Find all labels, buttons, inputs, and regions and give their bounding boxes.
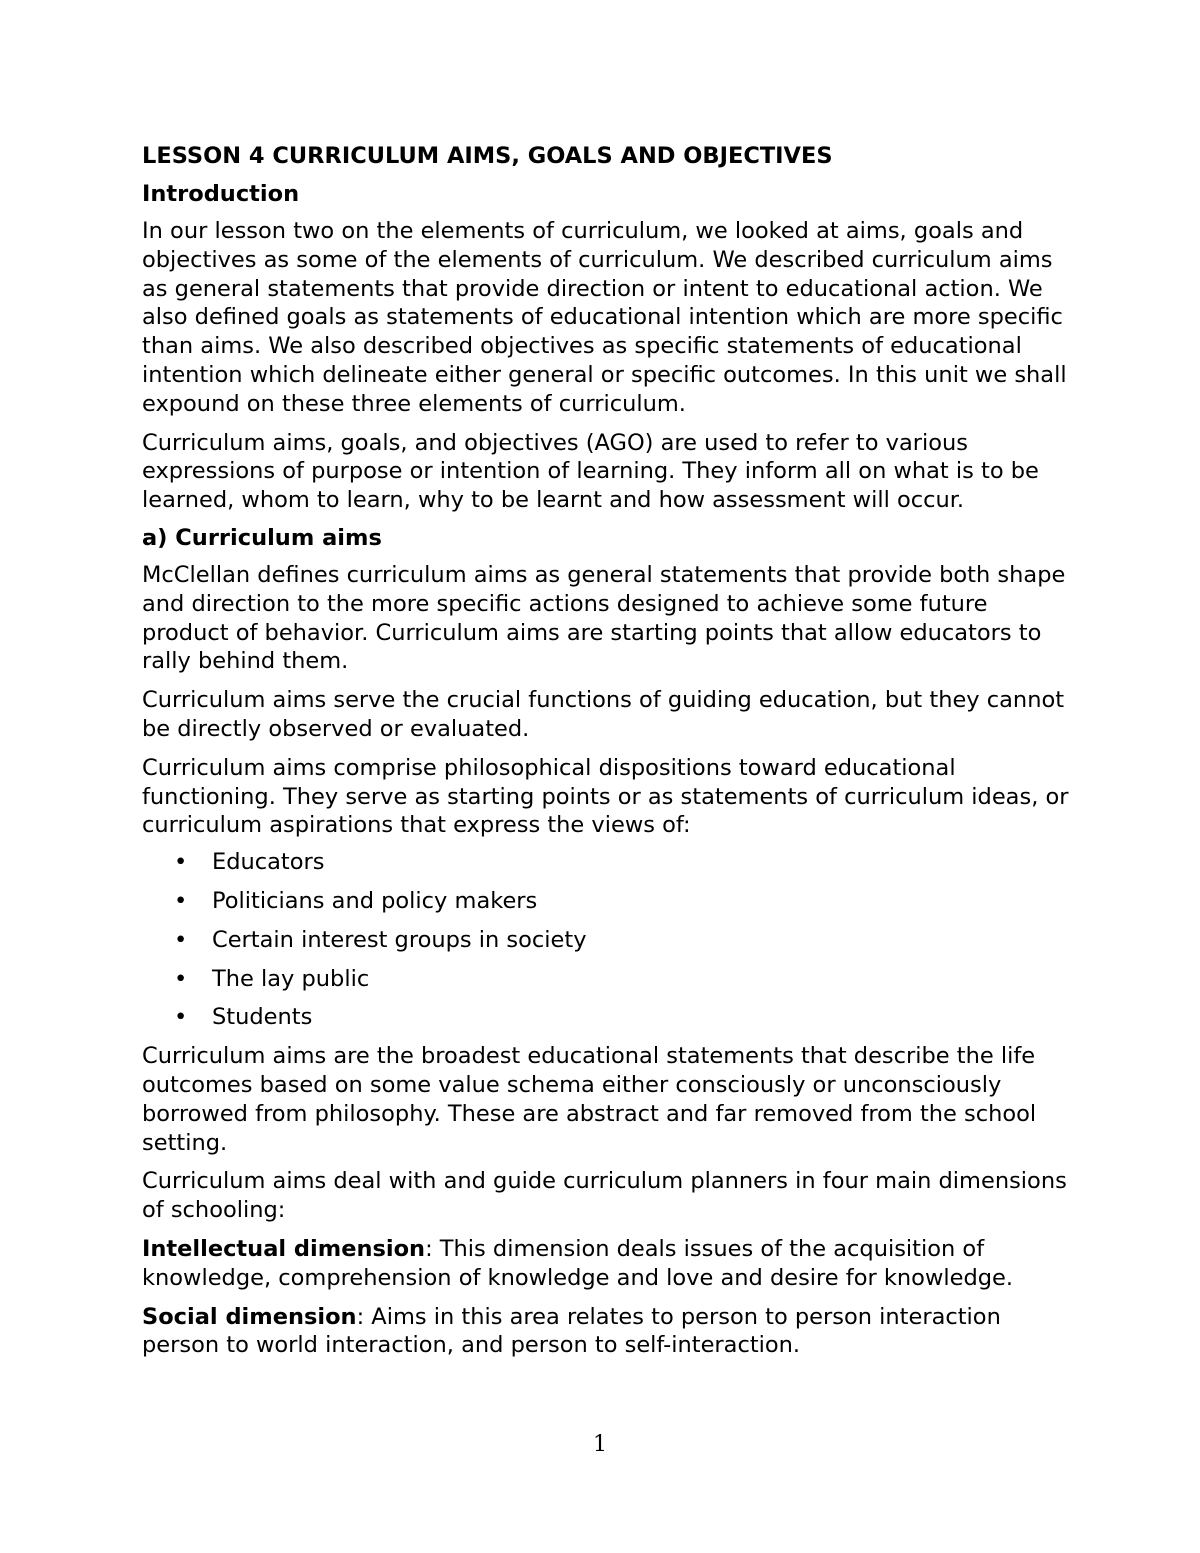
introduction-paragraph: In our lesson two on the elements of curriculum, we looked at aims, goals and objectives as some of the elements of curriculum. We described curriculum aims as general statements that provide direction or intent to educational action. We also defined goals as statements of educational intention which are more specific than aims. We also described objectives as specific statements of educational intention which delineate either general or specific outcomes. In this unit we shall expound on these three elements of curriculum.: [142, 218, 1067, 417]
bullet-text: Students: [212, 1004, 313, 1031]
views-bullet-list: [142, 848, 1072, 1032]
dimension-text: : Aims in this area relates to person to person interaction person to world interaction, and person to self-interaction.: [142, 1303, 1001, 1359]
bullet-icon: •: [174, 926, 188, 953]
curriculum-aims-paragraph: Curriculum aims are the broadest educational statements that describe the life outcomes based on some value schema either consciously or unconsciously borrowed from philosophy. These are abstract and far removed from the school setting.: [142, 1043, 1037, 1156]
bullet-text: The lay public: [212, 965, 370, 992]
social-dimension-paragraph: [142, 1303, 1072, 1361]
intellectual-dimension-paragraph: [142, 1235, 1072, 1293]
dimension-text: : This dimension deals issues of the acquisition of knowledge, comprehension of knowledge and love and desire for knowledge.: [142, 1235, 1014, 1291]
page-number: 1: [593, 1432, 607, 1457]
bullet-icon: •: [174, 849, 188, 876]
curriculum-aims-paragraph: Curriculum aims serve the crucial functions of guiding education, but they cannot be directly observed or evaluated.: [142, 687, 1065, 742]
introduction-paragraph: Curriculum aims, goals, and objectives (AGO) are used to refer to various expressions of purpose or intention of learning. They inform all on what is to be learned, whom to learn, why to be learnt and how assessment will occur.: [142, 429, 1039, 514]
bullet-item: [142, 926, 1072, 955]
bullet-text: Certain interest groups in society: [212, 926, 587, 953]
curriculum-aims-heading: a) Curriculum aims: [142, 524, 382, 551]
bullet-icon: •: [174, 1004, 188, 1031]
curriculum-aims-paragraph: McClellan defines curriculum aims as general statements that provide both shape and direction to the more specific actions designed to achieve some future product of behavior. Curriculum aims are starting points that allow educators to rally behind them.: [142, 561, 1066, 675]
page-content: [142, 141, 1072, 1360]
introduction-heading: Introduction: [142, 181, 300, 207]
bullet-icon: •: [174, 965, 188, 992]
dimension-term: Social dimension: [142, 1303, 357, 1330]
bullet-text: Educators: [212, 849, 325, 876]
curriculum-aims-paragraph: Curriculum aims deal with and guide curriculum planners in four main dimensions of schooling:: [142, 1168, 1067, 1224]
document-title: LESSON 4 CURRICULUM AIMS, GOALS AND OBJECTIVES: [142, 143, 833, 169]
bullet-item: [142, 965, 1072, 994]
bullet-item: [142, 848, 1072, 877]
bullet-item: [142, 1003, 1072, 1032]
bullet-text: Politicians and policy makers: [212, 887, 538, 914]
curriculum-aims-paragraph: Curriculum aims comprise philosophical dispositions toward educational functioning. They serve as starting points or as statements of curriculum ideas, or curriculum aspirations that express the views of:: [142, 754, 1069, 839]
bullet-item: [142, 887, 1072, 916]
bullet-icon: •: [174, 887, 188, 914]
dimension-term: Intellectual dimension: [142, 1235, 426, 1262]
